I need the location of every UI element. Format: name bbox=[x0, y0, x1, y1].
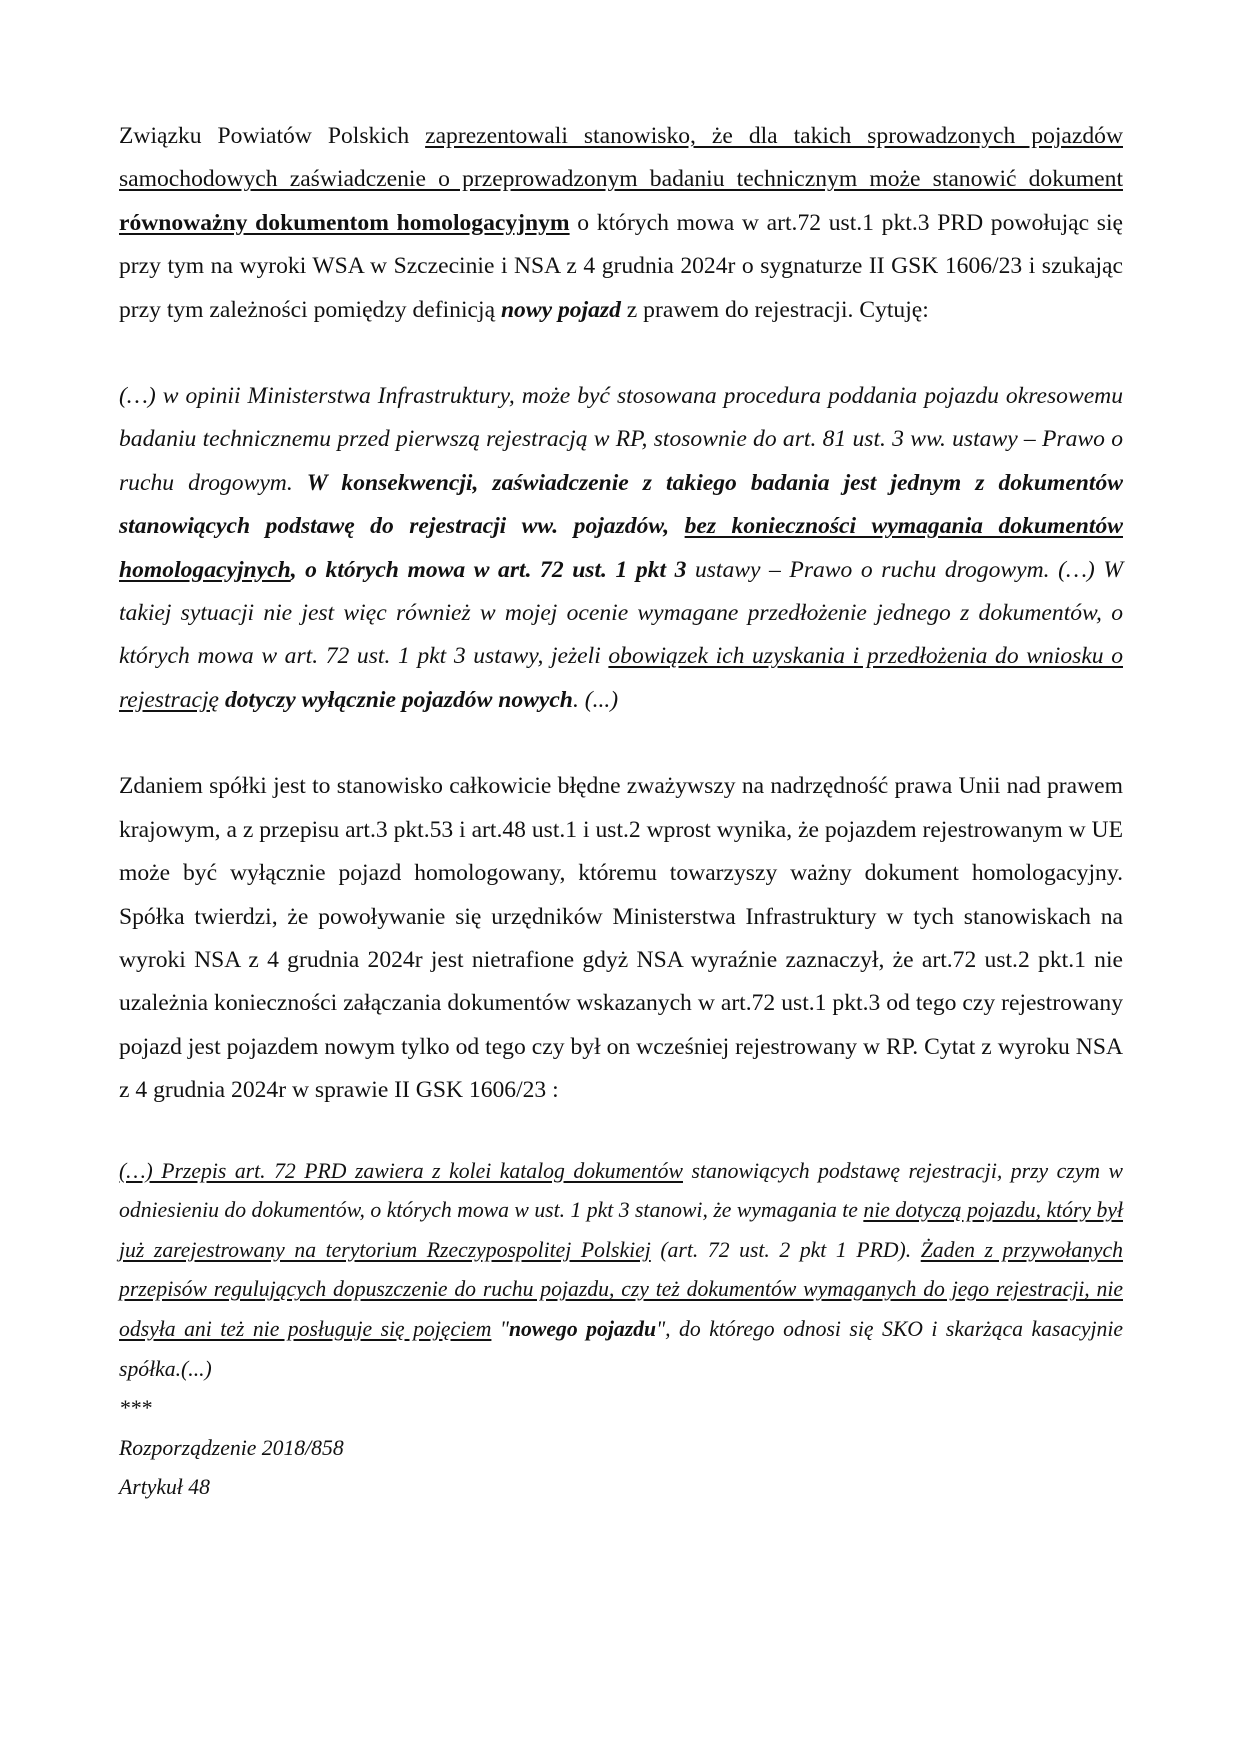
text-run: (art. 72 ust. 2 pkt 1 PRD). bbox=[650, 1237, 921, 1262]
bold-text: , o których mowa w art. 72 ust. 1 pkt 3 bbox=[290, 556, 687, 583]
underlined-text: zaprezentowali stanowisko, że dla takich sprowadzonych pojazdów samochodowych zaświadczenie o przeprowadzonym badaniu technicznym może stanowić dokument bbox=[119, 123, 1123, 193]
text-run: (…) w opinii Ministerstwa Infrastruktury, może być stosowana procedura poddania pojazdu okresowemu badaniu technicznemu przed pierwszą rejestracją w RP, stosownie do art. 81 ust. 3 ww. ustawy – Prawo o ruchu drogowym. bbox=[119, 383, 1123, 496]
text-run: o których mowa w art.72 ust.1 pkt.3 PRD powołując się przy tym na wyroki WSA w Szczecinie i NSA z 4 grudnia 2024r o sygnaturze II GSK 1606/23 i szukając przy tym zależności pomiędzy definicją bbox=[119, 209, 1124, 323]
text-run: ustawy – Prawo o ruchu drogowym. (…) W takiej sytuacji nie jest więc również w mojej ocenie wymagane przedłożenie jednego z dokumentów, o których mowa w art. 72 ust. 1 pkt 3 ustawy, jeżeli bbox=[119, 556, 1123, 670]
underlined-text: nie dotyczą pojazdu, który był już zarejestrowany na terytorium Rzeczypospolitej Polskiej bbox=[119, 1198, 1123, 1262]
underlined-text: (…) Przepis art. 72 PRD zawiera z kolei katalog dokumentów bbox=[119, 1158, 683, 1183]
paragraph-company-opinion: Zdaniem spółki jest to stanowisko całkowicie błędne zważywszy na nadrzędność prawa Unii nad prawem krajowym, a z przepisu art.3 pkt.53 i art.48 ust.1 i ust.2 wprost wynika, że pojazdem rejestrowanym w UE może być wyłącznie pojazd homologowany, któremu towarzyszy ważny dokument homologacyjny. Spółka twierdzi, że powoływanie się urzędników Ministerstwa Infrastruktury w tych stanowiskach na wyroki NSA z 4 grudnia 2024r jest nietrafione gdyż NSA wyraźnie zaznaczył, że art.72 ust.2 pkt.1 nie uzależnia konieczności załączania dokumentów wskazanych w art.72 ust.1 pkt.3 od tego czy rejestrowany pojazd jest pojazdem nowym tylko od tego czy był on wcześniej rejestrowany w RP. Cytat z wyroku NSA z 4 grudnia 2024r w sprawie II GSK 1606/23 : bbox=[119, 773, 1123, 1104]
section-separator: *** bbox=[119, 1396, 152, 1421]
text-run: . (...) bbox=[572, 686, 619, 713]
quote-nsa-judgment bbox=[119, 1152, 1123, 1390]
bold-underlined-text: równoważny dokumentom homologacyjnym bbox=[119, 209, 570, 236]
article-reference: Artykuł 48 bbox=[119, 1475, 210, 1500]
bold-text: dotyczy wyłącznie pojazdów nowych bbox=[224, 686, 573, 713]
quote-ministry bbox=[119, 375, 1123, 722]
text-run: " bbox=[491, 1316, 509, 1341]
regulation-reference: Rozporządzenie 2018/858 bbox=[119, 1435, 344, 1460]
paragraph-1 bbox=[119, 115, 1123, 332]
text-run: z prawem do rejestracji. Cytuję: bbox=[620, 296, 929, 323]
underlined-text: obowiązek ich uzyskania i przedłożenia do wniosku o rejestrację bbox=[119, 643, 1123, 713]
text-run: stanowiących podstawę rejestracji, przy czym w odniesieniu do dokumentów, o których mowa w ust. 1 pkt 3 stanowi, że wymagania te bbox=[119, 1158, 1124, 1223]
text-run: Związku Powiatów Polskich bbox=[119, 123, 426, 149]
underlined-text: Żaden z przywołanych przepisów regulujących dopuszczenie do ruchu pojazdu, czy też dokumentów wymaganych do jego rejestracji, nie odsyła ani też nie posługuje się pojęciem bbox=[119, 1237, 1123, 1341]
bold-italic-text: nowy pojazd bbox=[500, 296, 621, 323]
bold-text: nowego pojazdu bbox=[509, 1316, 657, 1341]
text-run: ", do którego odnosi się SKO i skarżąca kasacyjnie spółka.(...) bbox=[119, 1316, 1123, 1381]
bold-text: W konsekwencji, zaświadczenie z takiego badania jest jednym z dokumentów stanowiących podstawę do rejestracji ww. pojazdów, bbox=[119, 469, 1124, 540]
document-page bbox=[119, 115, 1123, 1508]
bold-underlined-text: bez konieczności wymagania dokumentów homologacyjnych bbox=[119, 513, 1123, 583]
